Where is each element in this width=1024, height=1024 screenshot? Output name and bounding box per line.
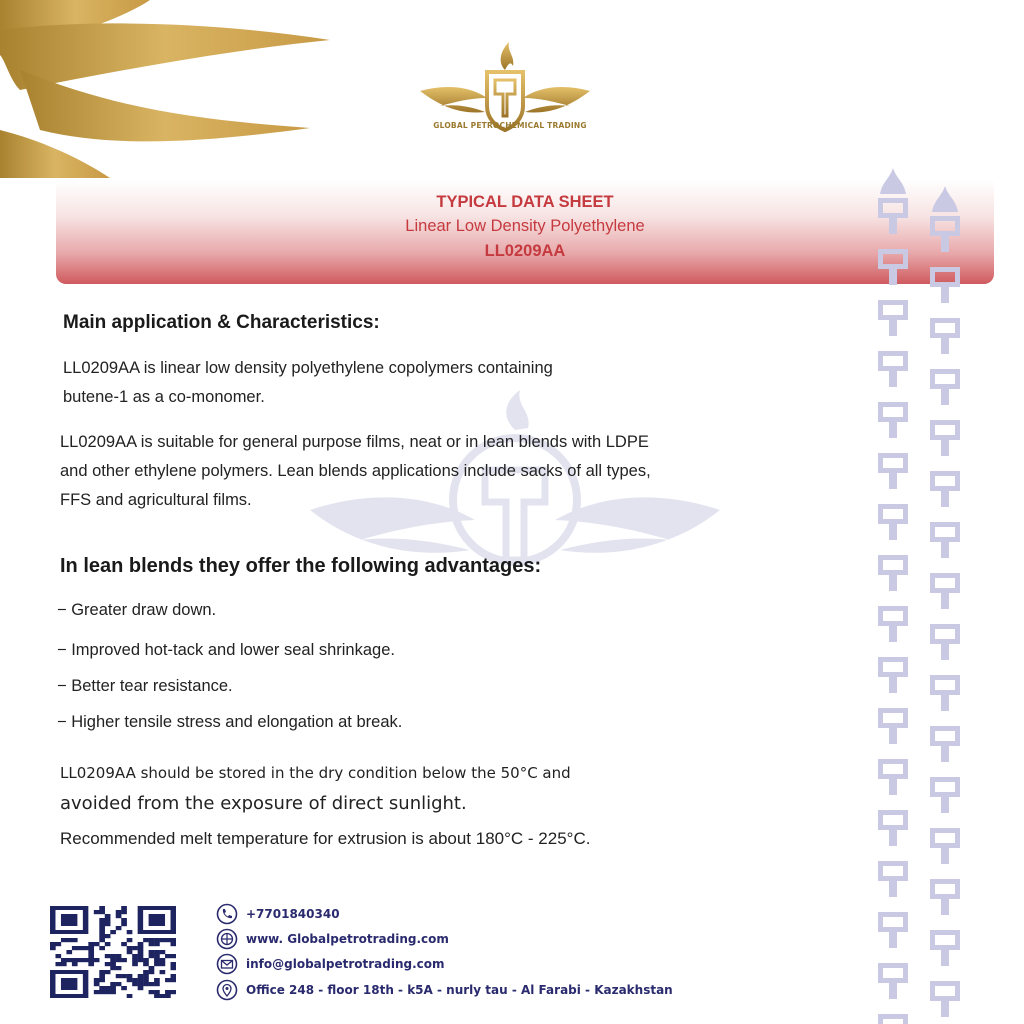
contact-phone[interactable] xyxy=(216,903,340,925)
paragraph-line: LL0209AA is suitable for general purpose films, neat or in lean blends with LDPE xyxy=(60,433,649,451)
pattern-mark xyxy=(930,930,960,966)
globe-icon xyxy=(216,928,238,950)
pattern-mark xyxy=(878,810,908,846)
qr-code[interactable] xyxy=(50,906,176,998)
product-name: Linear Low Density Polyethylene xyxy=(405,217,645,235)
pattern-mark xyxy=(878,300,908,336)
pattern-mark xyxy=(878,963,908,999)
pattern-mark xyxy=(878,708,908,744)
gold-swoosh-decoration xyxy=(0,0,330,180)
pattern-mark xyxy=(930,267,960,303)
section-heading-advantages: In lean blends they offer the following advantages: xyxy=(60,555,542,577)
section-heading-characteristics: Main application & Characteristics: xyxy=(63,312,380,333)
pattern-mark xyxy=(878,168,908,234)
pattern-mark xyxy=(878,555,908,591)
pattern-mark xyxy=(878,657,908,693)
pattern-mark xyxy=(878,912,908,948)
pattern-mark xyxy=(930,420,960,456)
pattern-mark xyxy=(930,828,960,864)
pattern-mark xyxy=(878,759,908,795)
website-url: www. Globalpetrotrading.com xyxy=(246,932,449,946)
pattern-mark xyxy=(930,726,960,762)
pattern-mark xyxy=(878,453,908,489)
brand-name: GLOBAL PETROCHEMICAL TRADING xyxy=(433,121,587,130)
datasheet-title: TYPICAL DATA SHEET xyxy=(436,193,614,211)
melt-temperature-note: Recommended melt temperature for extrusion is about 180°C - 225°C. xyxy=(60,829,591,848)
pattern-mark xyxy=(930,573,960,609)
pattern-mark xyxy=(930,186,960,252)
pattern-mark xyxy=(878,861,908,897)
paragraph-line: LL0209AA is linear low density polyethylene copolymers containing xyxy=(63,359,553,377)
pattern-mark xyxy=(930,981,960,1017)
phone-icon xyxy=(216,903,238,925)
advantage-item: − Better tear resistance. xyxy=(57,677,233,695)
paragraph-composition xyxy=(63,354,743,412)
product-grade: LL0209AA xyxy=(484,242,566,260)
contact-email[interactable] xyxy=(216,953,445,975)
email-address: info@globalpetrotrading.com xyxy=(246,957,445,971)
advantage-item: − Higher tensile stress and elongation at break. xyxy=(57,713,403,731)
pattern-mark xyxy=(930,318,960,354)
mail-icon xyxy=(216,953,238,975)
pattern-mark xyxy=(930,369,960,405)
paragraph-applications xyxy=(60,428,800,515)
pattern-mark xyxy=(878,606,908,642)
logo-pattern-decoration xyxy=(868,168,978,1024)
advantage-item: − Improved hot-tack and lower seal shrinkage. xyxy=(57,641,395,659)
pattern-mark xyxy=(878,1014,908,1024)
pattern-mark xyxy=(930,624,960,660)
office-address: Office 248 - floor 18th - k5A - nurly tau - Al Farabi - Kazakhstan xyxy=(246,983,673,997)
pattern-mark xyxy=(930,471,960,507)
contact-website[interactable] xyxy=(216,928,449,950)
pattern-mark xyxy=(930,675,960,711)
pattern-mark xyxy=(878,351,908,387)
pattern-mark xyxy=(930,522,960,558)
phone-number: +7701840340 xyxy=(246,907,340,921)
pattern-mark xyxy=(878,249,908,285)
paragraph-line: and other ethylene polymers. Lean blends applications include sacks of all types, xyxy=(60,462,651,480)
location-icon xyxy=(216,979,238,1001)
pattern-mark xyxy=(930,879,960,915)
pattern-mark xyxy=(878,402,908,438)
contact-address xyxy=(216,979,673,1001)
pattern-mark xyxy=(878,504,908,540)
storage-note: LL0209AA should be stored in the dry condition below the 50°C and xyxy=(60,764,571,782)
pattern-mark xyxy=(930,777,960,813)
paragraph-line: butene-1 as a co-monomer. xyxy=(63,388,265,406)
storage-note-continued: avoided from the exposure of direct sunlight. xyxy=(60,793,467,814)
paragraph-line: FFS and agricultural films. xyxy=(60,491,252,509)
advantage-item: − Greater draw down. xyxy=(57,601,217,619)
